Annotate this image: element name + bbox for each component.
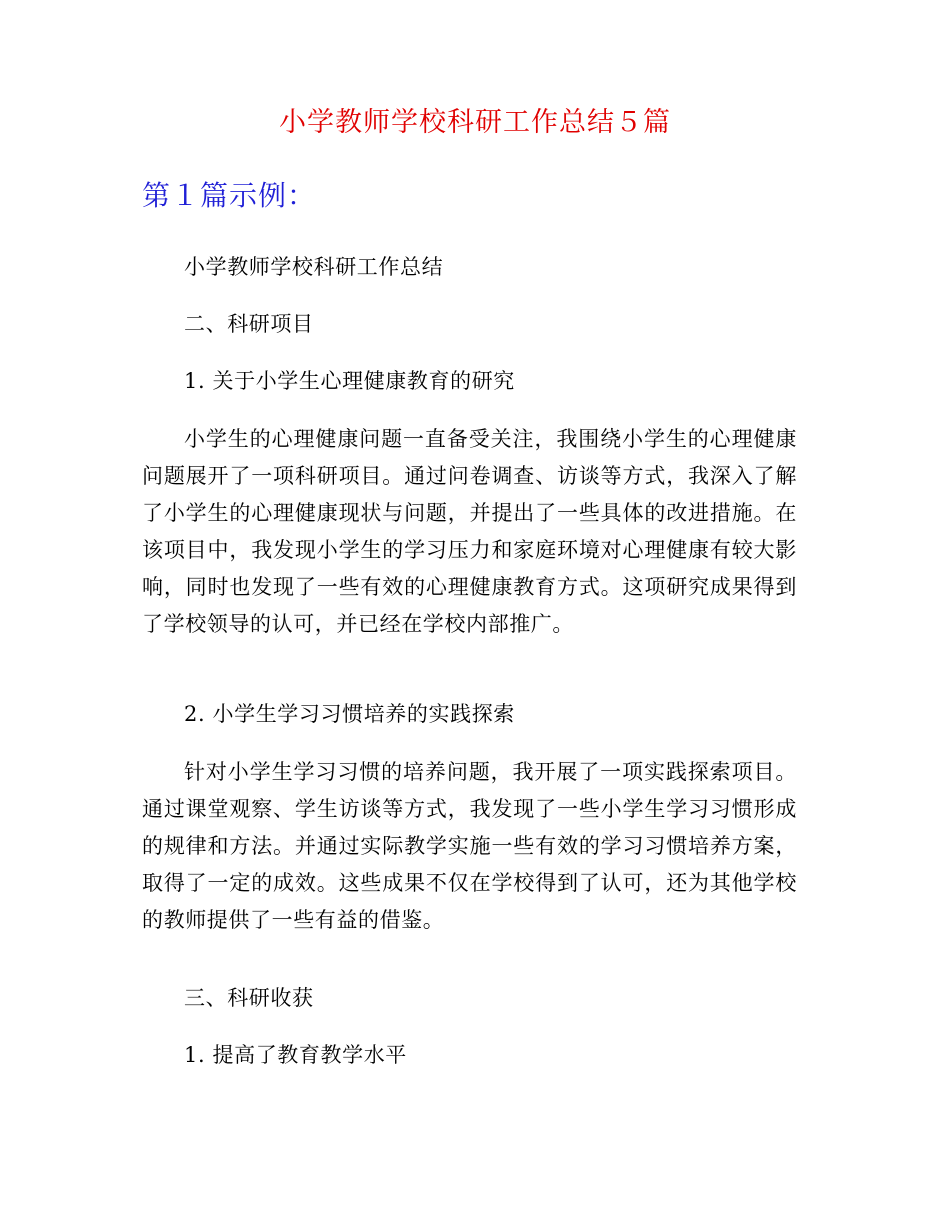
item-2-title: 2. 小学生学习习惯培养的实践探索 [184,702,515,726]
item-1-body: 小学生的心理健康问题一直备受关注，我围绕小学生的心理健康问题展开了一项科研项目。通过问卷调查、访谈等方式，我深入了解了小学生的心理健康现状与问题，并提出了一些具体的改进措施。在该项目中，我发现小学生的学习压力和家庭环境对心理健康有较大影响，同时也发现了一些有效的心理健康教育方式。这项研究成果得到了学校领导的认可，并已经在学校内部推广。 [142,427,797,636]
document-title: 小学教师学校科研工作总结５篇 [279,107,671,138]
item-2-body: 针对小学生学习习惯的培养问题，我开展了一项实践探索项目。通过课堂观察、学生访谈等方式，我发现了一些小学生学习习惯形成的规律和方法。并通过实际教学实施一些有效的学习习惯培养方案，取得了一定的成效。这些成果不仅在学校得到了认可，还为其他学校的教师提供了一些有益的借鉴。 [142,760,797,932]
gain-1-title: 1. 提高了教育教学水平 [184,1043,407,1067]
section-heading: 第１篇示例： [142,179,317,212]
subtitle: 小学教师学校科研工作总结 [184,255,444,279]
heading-projects: 二、科研项目 [184,312,314,336]
heading-gains: 三、科研收获 [184,986,314,1010]
item-1-title: 1. 关于小学生心理健康教育的研究 [184,369,515,393]
